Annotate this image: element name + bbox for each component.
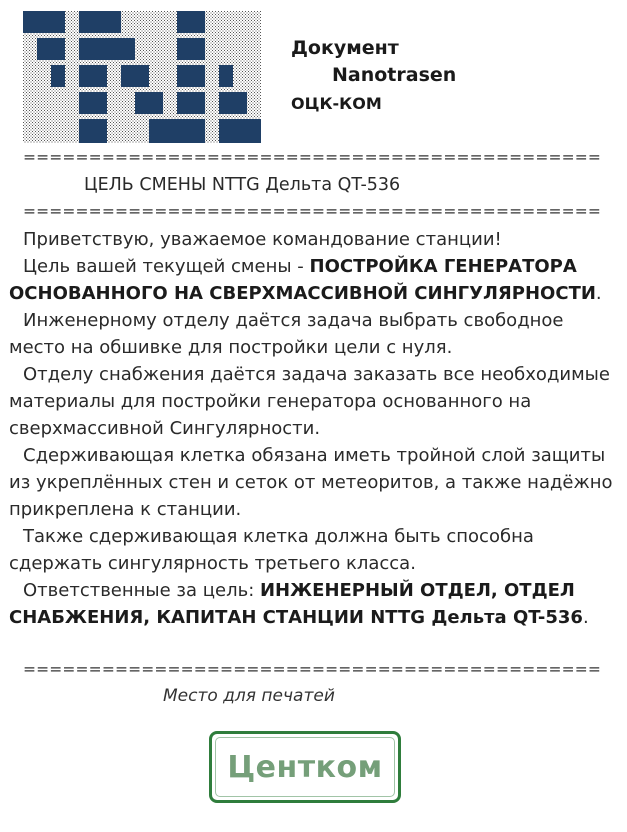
- responsible-end: .: [582, 607, 589, 628]
- document-body: [9, 226, 619, 631]
- engineering-task: Инженерному отделу даётся задача выбрать свободное место на обшивке для постройки цели с нуля.: [9, 310, 564, 358]
- goal-paragraph: [9, 253, 619, 307]
- document-title: ЦЕЛЬ СМЕНЫ NTTG Дельта QT-536: [84, 175, 401, 195]
- stamp-text: Центком: [227, 749, 383, 785]
- goal-end: .: [595, 283, 602, 304]
- goal-intro: Цель вашей текущей смены -: [23, 256, 310, 277]
- containment-class: Также сдерживающая клетка должна быть способна сдержать сингулярность третьего класса.: [9, 526, 534, 574]
- responsible-paragraph: [9, 577, 619, 631]
- header-document: Документ: [291, 37, 399, 59]
- separator-top: ============================================: [23, 148, 602, 166]
- separator-title: ============================================: [23, 202, 602, 220]
- greeting: Приветствую, уважаемое командование станции!: [23, 229, 502, 250]
- responsible-intro: Ответственные за цель:: [23, 580, 260, 601]
- goal-name: ПОСТРОЙКА ГЕНЕРАТОРА ОСНОВАННОГО НА СВЕРХМАССИВНОЙ СИНГУЛЯРНОСТИ: [9, 256, 596, 304]
- containment-requirement: Сдерживающая клетка обязана иметь тройной слой защиты из укреплённых стен и сеток от метеоритов, а также надёжно прикреплена к станции.: [9, 445, 613, 520]
- stamp-area-label: Место для печатей: [163, 686, 335, 706]
- nanotrasen-logo: [23, 11, 261, 143]
- header-department: ОЦК-КОМ: [291, 94, 382, 113]
- responsible-names: ИНЖЕНЕРНЫЙ ОТДЕЛ, ОТДЕЛ СНАБЖЕНИЯ, КАПИТАН СТАНЦИИ NTTG Дельта QT-536: [9, 580, 583, 628]
- supply-task: Отделу снабжения даётся задача заказать все необходимые материалы для постройки генератора основанного на сверхмассивной Сингулярности.: [9, 364, 610, 439]
- separator-bottom: ============================================: [23, 660, 602, 678]
- header-organization: Nanotrasen: [332, 64, 457, 86]
- centcom-stamp: [209, 731, 401, 803]
